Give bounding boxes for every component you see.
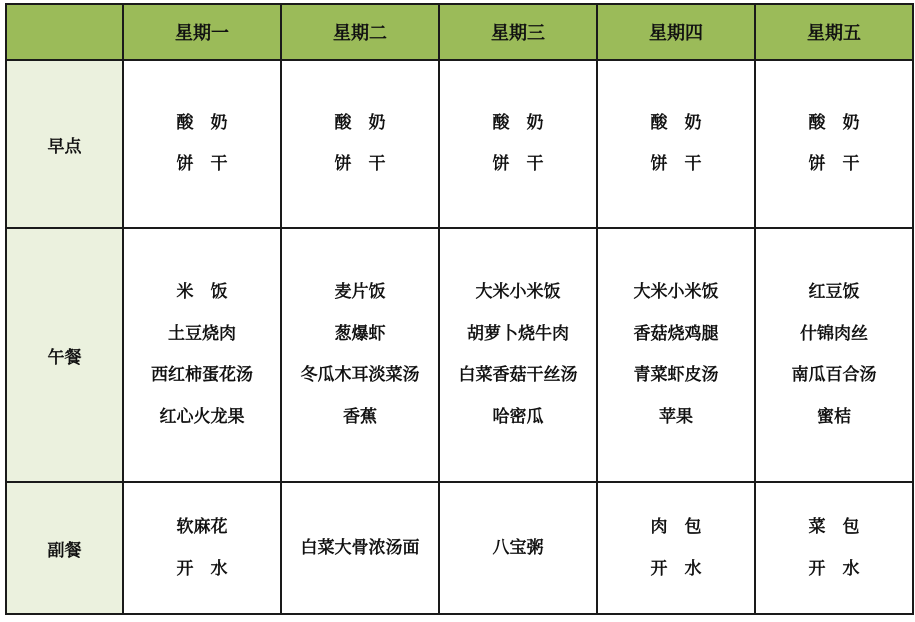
menu-item: 大米小米饭 (475, 282, 561, 302)
menu-item: 麦片饭 (334, 282, 386, 302)
menu-item: 饼 干 (650, 154, 702, 174)
menu-item: 开 水 (176, 559, 228, 579)
menu-item: 饼 干 (492, 154, 544, 174)
day-header-friday: 星期五 (755, 4, 913, 60)
menu-item: 冬瓜木耳淡菜汤 (300, 365, 420, 385)
corner-cell (6, 4, 123, 60)
menu-item: 土豆烧肉 (168, 323, 236, 344)
menu-item: 酸 奶 (808, 113, 860, 133)
day-header-tuesday: 星期二 (281, 4, 439, 60)
meal-row-snack (6, 482, 913, 614)
menu-item: 红心火龙果 (159, 406, 245, 427)
menu-item: 饼 干 (334, 154, 386, 174)
menu-item: 胡萝卜烧牛肉 (467, 323, 569, 344)
menu-item: 八宝粥 (492, 538, 544, 558)
menu-item: 红豆饭 (808, 282, 860, 302)
menu-cell (755, 482, 913, 614)
menu-cell (439, 228, 597, 482)
menu-cell (281, 482, 439, 614)
day-header-thursday: 星期四 (597, 4, 755, 60)
meal-label-breakfast: 早点 (6, 60, 123, 228)
menu-item: 白菜香菇干丝汤 (458, 365, 578, 385)
header-row (6, 4, 913, 60)
menu-cell (123, 228, 281, 482)
menu-cell (755, 60, 913, 228)
menu-item: 香蕉 (343, 406, 377, 427)
menu-cell (597, 482, 755, 614)
menu-item: 饼 干 (176, 154, 228, 174)
menu-item: 米 饭 (176, 282, 228, 302)
weekly-menu-table (5, 3, 914, 615)
menu-item: 酸 奶 (176, 113, 228, 133)
menu-cell (439, 482, 597, 614)
menu-item: 白菜大骨浓汤面 (300, 538, 420, 558)
menu-item: 青菜虾皮汤 (633, 365, 719, 385)
menu-item: 酸 奶 (492, 113, 544, 133)
menu-item: 开 水 (808, 559, 860, 579)
menu-item: 西红柿蛋花汤 (151, 365, 253, 385)
menu-cell (597, 60, 755, 228)
menu-cell (123, 482, 281, 614)
menu-cell (597, 228, 755, 482)
menu-item: 菜 包 (808, 517, 860, 537)
menu-cell (123, 60, 281, 228)
menu-item: 酸 奶 (334, 113, 386, 133)
menu-item: 香菇烧鸡腿 (633, 323, 719, 344)
menu-cell (281, 228, 439, 482)
meal-row-breakfast (6, 60, 913, 228)
menu-item: 酸 奶 (650, 113, 702, 133)
meal-row-lunch (6, 228, 913, 482)
menu-item: 软麻花 (176, 517, 228, 537)
menu-item: 苹果 (659, 406, 693, 427)
menu-item: 哈密瓜 (492, 406, 544, 427)
menu-item: 大米小米饭 (633, 282, 719, 302)
meal-label-snack: 副餐 (6, 482, 123, 614)
menu-cell (755, 228, 913, 482)
menu-cell (439, 60, 597, 228)
menu-item: 南瓜百合汤 (791, 365, 877, 385)
menu-item: 蜜桔 (817, 406, 851, 427)
menu-item: 什锦肉丝 (800, 323, 868, 344)
menu-item: 开 水 (650, 559, 702, 579)
day-header-monday: 星期一 (123, 4, 281, 60)
meal-label-lunch: 午餐 (6, 228, 123, 482)
day-header-wednesday: 星期三 (439, 4, 597, 60)
menu-cell (281, 60, 439, 228)
menu-item: 饼 干 (808, 154, 860, 174)
menu-item: 葱爆虾 (334, 323, 386, 344)
menu-item: 肉 包 (650, 517, 702, 537)
